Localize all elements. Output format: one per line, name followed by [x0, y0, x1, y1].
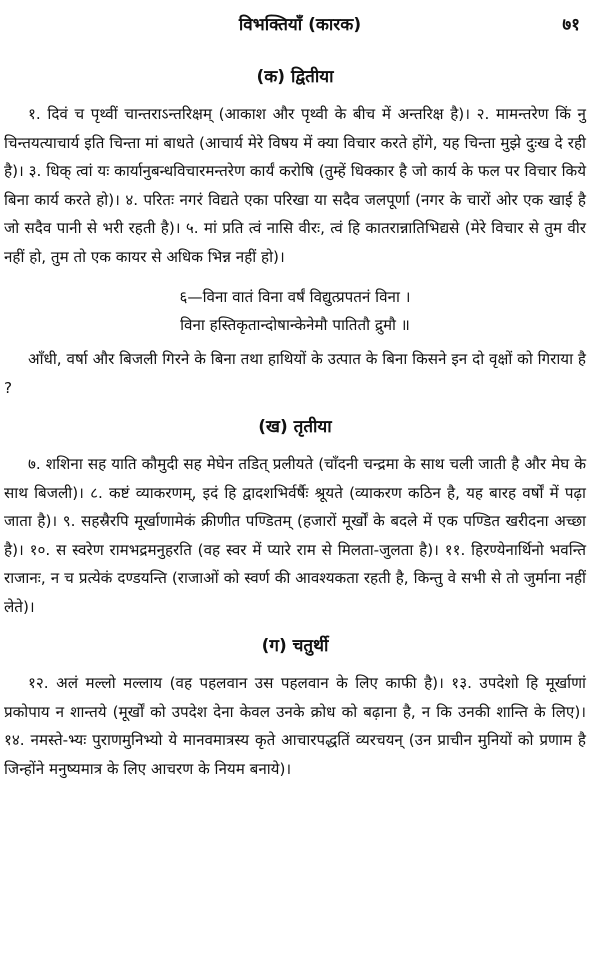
- section-heading-chaturthi: (ग) चतुर्थी: [261, 636, 329, 656]
- dvitiya-examples: १. दिवं च पृथ्वीं चान्तराऽन्तरिक्षम् (आकाश और पृथ्वी के बीच में अन्तरिक्ष है)। २. मामन्तरेण किं नु चिन्तयत्याचार्य इति चिन्ता मां बाधते (आचार्य मेरे विषय में क्या विचार करते होंगे, यह चिन्ता मुझे दुःख दे रही है)। ३. धिक् त्वां यः कार्यानुबन्धविचारमन्तरेण कार्यं करोषि (तुम्हें धिक्कार है जो कार्य के फल पर विचार किये बिना कार्य करते हो)। ४. परितः नगरं विद्यते एका परिखा या सदैव जलपूर्णा (नगर के चारों ओर एक खाई है जो सदैव पानी से भरी रहती है)। ५. मां प्रति त्वं नासि वीरः, त्वं हि कातरान्नातिभिद्यसे (मेरे विचार से तुम वीर नहीं हो, तुम तो एक कायर से अधिक भिन्न नहीं हो)।: [4, 105, 586, 266]
- chaturthi-examples: १२. अलं मल्लो मल्लाय (वह पहलवान उस पहलवान के लिए काफी है)। १३. उपदेशो हि मूर्खाणां प्रकोपाय न शान्तये (मूर्खों को उपदेश देना केवल उनके क्रोध को बढ़ाना है, न कि उनकी शान्ति के लिए)। १४. नमस्ते-भ्यः पुराणमुनिभ्यो ये मानवमात्रस्य कृते आचारपद्धतिं व्यरचयन् (उन प्राचीन मुनियों को प्रणाम है जिन्होंने मनुष्यमात्र के लिए आचरण के नियम बनाये)।: [4, 674, 586, 778]
- section-heading-dvitiya: (क) द्वितीया: [256, 67, 334, 87]
- verse-line-1: ६—विना वातं विना वर्षं विद्युत्प्रपतनं विना ।: [179, 288, 411, 306]
- page-number: ७१: [562, 15, 580, 35]
- verse-line-2: विना हस्तिकृतान्दोषान्केनेमौ पातितौ द्रुमौ ॥: [180, 316, 410, 334]
- verse-translation: आँधी, वर्षा और बिजली गिरने के बिना तथा हाथियों के उत्पात के बिना किसने इन दो वृक्षों को गिराया है ?: [4, 350, 586, 397]
- verse-block: [4, 283, 586, 339]
- section-heading-tritiya: (ख) तृतीया: [258, 417, 332, 437]
- running-title: विभक्तियाँ (कारक): [238, 15, 362, 35]
- tritiya-examples: ७. शशिना सह याति कौमुदी सह मेघेन तडित् प्रलीयते (चाँदनी चन्द्रमा के साथ चली जाती है और मेघ के साथ बिजली)। ८. कष्टं व्याकरणम्, इदं हि द्वादशभिर्वर्षैः श्रूयते (व्याकरण कठिन है, यह बारह वर्षों में पढ़ा जाता है)। ९. सहस्रैरपि मूर्खाणामेकं क्रीणीत पण्डितम् (हजारों मूर्खों के बदले में एक पण्डित खरीदना अच्छा है)। १०. स स्वरेण रामभद्रमनुहरति (वह स्वर में प्यारे राम से मिलता-जुलता है)। ११. हिरण्येनार्थिनो भवन्ति राजानः, न च प्रत्येकं दण्डयन्ति (राजाओं को स्वर्ण की आवश्यकता रहती है, किन्तु वे सभी से तो जुर्माना नहीं लेते)।: [4, 455, 586, 616]
- page-content: [4, 64, 586, 795]
- running-head: [0, 12, 600, 40]
